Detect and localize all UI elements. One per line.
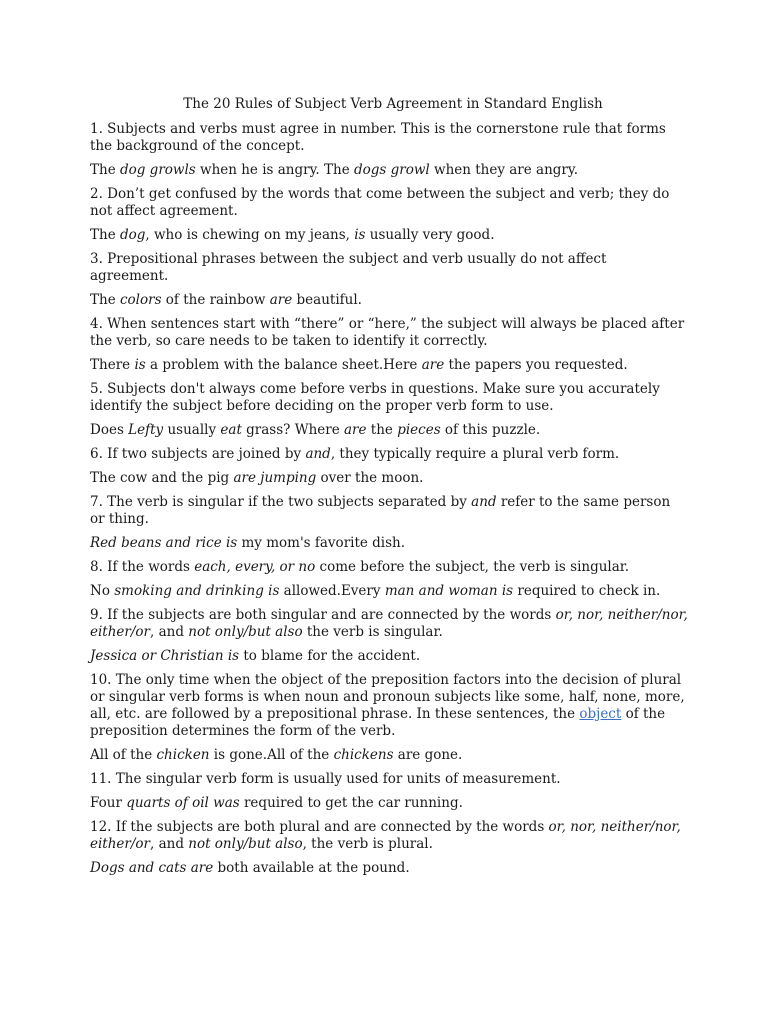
- example-paragraph: [90, 422, 688, 439]
- object-link[interactable]: object: [579, 706, 622, 722]
- example-paragraph: [90, 747, 688, 764]
- italic-text: dog: [119, 227, 146, 243]
- text-run: beautiful.: [292, 292, 362, 308]
- italic-text: is: [354, 227, 366, 243]
- italic-text: quarts of oil was: [126, 795, 240, 811]
- text-run: 6. If two subjects are joined by: [90, 446, 306, 462]
- rule-paragraph: [90, 446, 688, 463]
- text-run: The: [90, 162, 120, 178]
- text-run: , who is chewing on my jeans,: [145, 227, 355, 243]
- text-run: usually: [163, 422, 221, 438]
- text-run: usually very good.: [365, 227, 495, 243]
- italic-text: colors: [119, 292, 162, 308]
- rule-paragraph: [90, 381, 688, 415]
- text-run: 3. Prepositional phrases between the subject and verb usually do not affect agreement.: [90, 251, 607, 284]
- text-run: is gone.All of the: [209, 747, 334, 763]
- example-paragraph: [90, 357, 688, 374]
- text-run: 5. Subjects don't always come before verbs in questions. Make sure you accurately identify the subject before deciding on the proper verb form to use.: [90, 381, 660, 414]
- rule-paragraph: [90, 607, 688, 641]
- text-run: a problem with the balance sheet.Here: [145, 357, 422, 373]
- text-run: when he is angry. The: [195, 162, 354, 178]
- example-paragraph: [90, 795, 688, 812]
- text-run: refer to the same person or thing.: [90, 494, 671, 527]
- italic-text: not only/but also: [188, 624, 303, 640]
- text-run: 1. Subjects and verbs must agree in number. This is the cornerstone rule that forms the background of the concept.: [90, 121, 666, 154]
- rule-paragraph: [90, 494, 688, 528]
- text-run: the verb is singular.: [302, 624, 443, 640]
- text-run: There: [90, 357, 135, 373]
- text-run: 9. If the subjects are both singular and are connected by the words: [90, 607, 556, 623]
- text-run: both available at the pound.: [213, 860, 410, 876]
- text-run: come before the subject, the verb is singular.: [315, 559, 630, 575]
- example-paragraph: [90, 470, 688, 487]
- rule-paragraph: [90, 672, 688, 740]
- text-run: the papers you requested.: [444, 357, 628, 373]
- italic-text: are: [344, 422, 367, 438]
- text-run: The: [90, 227, 120, 243]
- italic-text: and: [305, 446, 331, 462]
- text-run: The cow and the pig: [90, 470, 234, 486]
- text-run: All of the: [90, 747, 157, 763]
- text-run: allowed.Every: [279, 583, 385, 599]
- text-run: No: [90, 583, 115, 599]
- italic-text: or, nor, neither/nor, either/or: [90, 819, 681, 852]
- italic-text: dogs growl: [353, 162, 430, 178]
- example-paragraph: [90, 860, 688, 877]
- text-run: of the rainbow: [161, 292, 270, 308]
- text-run: , they typically require a plural verb form.: [330, 446, 620, 462]
- text-run: The: [90, 292, 120, 308]
- italic-text: Lefty: [128, 422, 164, 438]
- text-run: 2. Don’t get confused by the words that come between the subject and verb; they do not affect agreement.: [90, 186, 670, 219]
- text-run: , the verb is plural.: [302, 836, 433, 852]
- text-run: 7. The verb is singular if the two subjects separated by: [90, 494, 472, 510]
- text-run: , and: [150, 836, 189, 852]
- italic-text: eat: [220, 422, 242, 438]
- text-run: Four: [90, 795, 127, 811]
- rule-paragraph: [90, 771, 688, 788]
- italic-text: pieces: [397, 422, 441, 438]
- example-paragraph: [90, 583, 688, 600]
- italic-text: each, every, or no: [194, 559, 316, 575]
- text-run: required to check in.: [513, 583, 661, 599]
- rule-paragraph: [90, 251, 688, 285]
- text-run: grass? Where: [241, 422, 344, 438]
- italic-text: and: [471, 494, 497, 510]
- example-paragraph: [90, 227, 688, 244]
- rule-paragraph: [90, 186, 688, 220]
- italic-text: Red beans and rice is: [90, 535, 238, 551]
- text-run: Does: [90, 422, 129, 438]
- italic-text: Dogs and cats are: [90, 860, 214, 876]
- rule-paragraph: [90, 559, 688, 576]
- italic-text: or, nor, neither/nor, either/or: [90, 607, 688, 640]
- text-run: are gone.: [393, 747, 463, 763]
- text-run: of this puzzle.: [440, 422, 541, 438]
- italic-text: chickens: [333, 747, 394, 763]
- text-run: to blame for the accident.: [239, 648, 421, 664]
- text-run: 4. When sentences start with “there” or “here,” the subject will always be placed after the verb, so care needs to be taken to identify it correctly.: [90, 316, 685, 349]
- text-run: 10. The only time when the object of the preposition factors into the decision of plural or singular verb forms is when noun and pronoun subjects like some, half, none, more, all, etc. are followed by a prepositional phrase. In these sentences, the: [90, 672, 685, 722]
- rule-paragraph: [90, 316, 688, 350]
- rule-paragraph: [90, 819, 688, 853]
- text-run: 11. The singular verb form is usually used for units of measurement.: [90, 771, 561, 787]
- italic-text: not only/but also: [188, 836, 303, 852]
- text-run: my mom's favorite dish.: [237, 535, 406, 551]
- document-body: [90, 121, 688, 877]
- italic-text: dog growls: [119, 162, 196, 178]
- text-run: 8. If the words: [90, 559, 195, 575]
- example-paragraph: [90, 648, 688, 665]
- rule-paragraph: [90, 121, 688, 155]
- example-paragraph: [90, 535, 688, 552]
- page-title: The 20 Rules of Subject Verb Agreement in Standard English: [183, 96, 603, 112]
- italic-text: man and woman is: [384, 583, 514, 599]
- example-paragraph: [90, 292, 688, 309]
- italic-text: smoking and drinking is: [114, 583, 280, 599]
- italic-text: are jumping: [233, 470, 317, 486]
- text-run: 12. If the subjects are both plural and are connected by the words: [90, 819, 549, 835]
- text-run: , and: [150, 624, 189, 640]
- example-paragraph: [90, 162, 688, 179]
- text-run: of the preposition determines the form of the verb.: [90, 706, 666, 739]
- italic-text: Jessica or Christian is: [90, 648, 240, 664]
- text-run: over the moon.: [316, 470, 424, 486]
- italic-text: is: [134, 357, 146, 373]
- text-run: the: [366, 422, 398, 438]
- italic-text: are: [269, 292, 293, 308]
- text-run: when they are angry.: [429, 162, 579, 178]
- italic-text: chicken: [156, 747, 210, 763]
- italic-text: are: [421, 357, 445, 373]
- text-run: required to get the car running.: [239, 795, 463, 811]
